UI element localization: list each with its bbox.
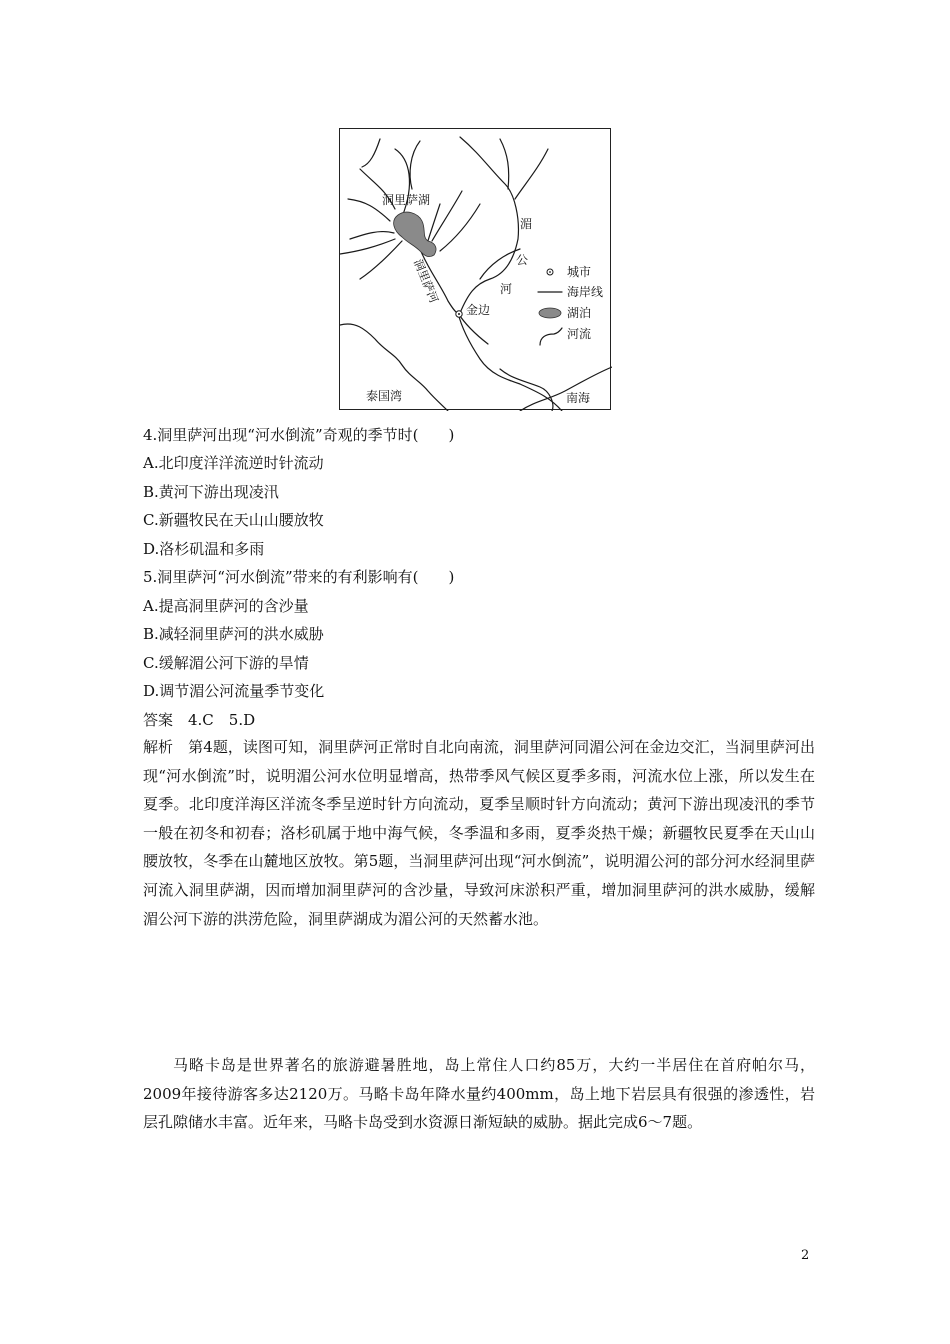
mekong-label-3: 河	[500, 282, 513, 296]
legend-lake-label: 湖泊	[567, 306, 592, 320]
river-line	[426, 204, 440, 247]
q4-option-c: C.新疆牧民在天山山腰放牧	[143, 511, 324, 529]
lake-icon	[539, 308, 561, 318]
river-line	[362, 139, 380, 167]
city-label: 金边	[466, 303, 491, 317]
river-line	[458, 313, 488, 344]
river-line	[410, 141, 420, 189]
river-icon	[540, 328, 562, 345]
gulf-label: 泰国湾	[366, 389, 403, 403]
q5-option-d: D.调节湄公河流量季节变化	[143, 682, 325, 700]
analysis-paragraph: 解析 第4题，读图可知，洞里萨河正常时自北向南流，洞里萨河同湄公河在金边交汇，当洞里萨河出现“河水倒流”时，说明湄公河水位明显增高，热带季风气候区夏季多雨，河流水位上涨，所以发生在夏季。北印度洋海区洋流冬季呈逆时针方向流动，夏季呈顺时针方向流动；黄河下游出现凌汛的季节一般在初冬和初春；洛杉矶属于地中海气候，冬季温和多雨，夏季炎热干燥；新疆牧民夏季在天山山腰放牧，冬季在山麓地区放牧。第5题，当洞里萨河出现“河水倒流”，说明湄公河的部分河水经洞里萨河流入洞里萨湖，因而增加洞里萨河的含沙量，导致河床淤积严重，增加洞里萨河的洪水威胁，缓解湄公河下游的洪涝危险，洞里萨湖成为湄公河的天然蓄水池。	[143, 738, 815, 928]
q5-option-a: A.提高洞里萨河的含沙量	[143, 597, 309, 615]
river-line	[515, 149, 548, 199]
map-figure	[339, 128, 611, 410]
river-line	[360, 241, 402, 279]
river-line	[350, 232, 394, 239]
lake-label: 洞里萨湖	[382, 193, 431, 207]
q5-stem: 5.洞里萨河“河水倒流”带来的有利影响有( )	[143, 568, 455, 586]
passage-paragraph: 马略卡岛是世界著名的旅游避暑胜地，岛上常住人口约85万，大约一半居住在首府帕尔马，2009年接待游客多达2120万。马略卡岛年降水量约400mm，岛上地下岩层具有很强的渗透性，岩层孔隙储水丰富。近年来，马略卡岛受到水资源日渐短缺的威胁。据此完成6～7题。	[143, 1056, 815, 1132]
river-line	[340, 239, 395, 254]
q4-option-b: B.黄河下游出现凌汛	[143, 483, 279, 501]
legend-river-label: 河流	[567, 327, 592, 341]
mekong-label-1: 湄	[520, 217, 533, 231]
q4-stem: 4.洞里萨河出现“河水倒流”奇观的季节时( )	[143, 426, 455, 444]
answer-line: 答案 4.C 5.D	[143, 711, 256, 729]
q5-option-b: B.减轻洞里萨河的洪水威胁	[143, 625, 324, 643]
river-line	[500, 139, 509, 189]
q4-option-a: A.北印度洋洋流逆时针流动	[143, 454, 324, 472]
river-line	[500, 369, 553, 411]
page-number: 2	[801, 1248, 810, 1263]
mekong-label-2: 公	[516, 253, 529, 267]
q4-option-d: D.洛杉矶温和多雨	[143, 540, 265, 558]
tonle-sap-river-label: 洞里萨河	[411, 257, 442, 305]
q5-option-c: C.缓解湄公河下游的旱情	[143, 654, 309, 672]
legend-city-label: 城市	[567, 265, 592, 279]
river-line	[458, 313, 562, 411]
river-line	[440, 204, 480, 251]
legend-coastline-label: 海岸线	[567, 285, 604, 299]
sea-label: 南海	[566, 391, 591, 405]
